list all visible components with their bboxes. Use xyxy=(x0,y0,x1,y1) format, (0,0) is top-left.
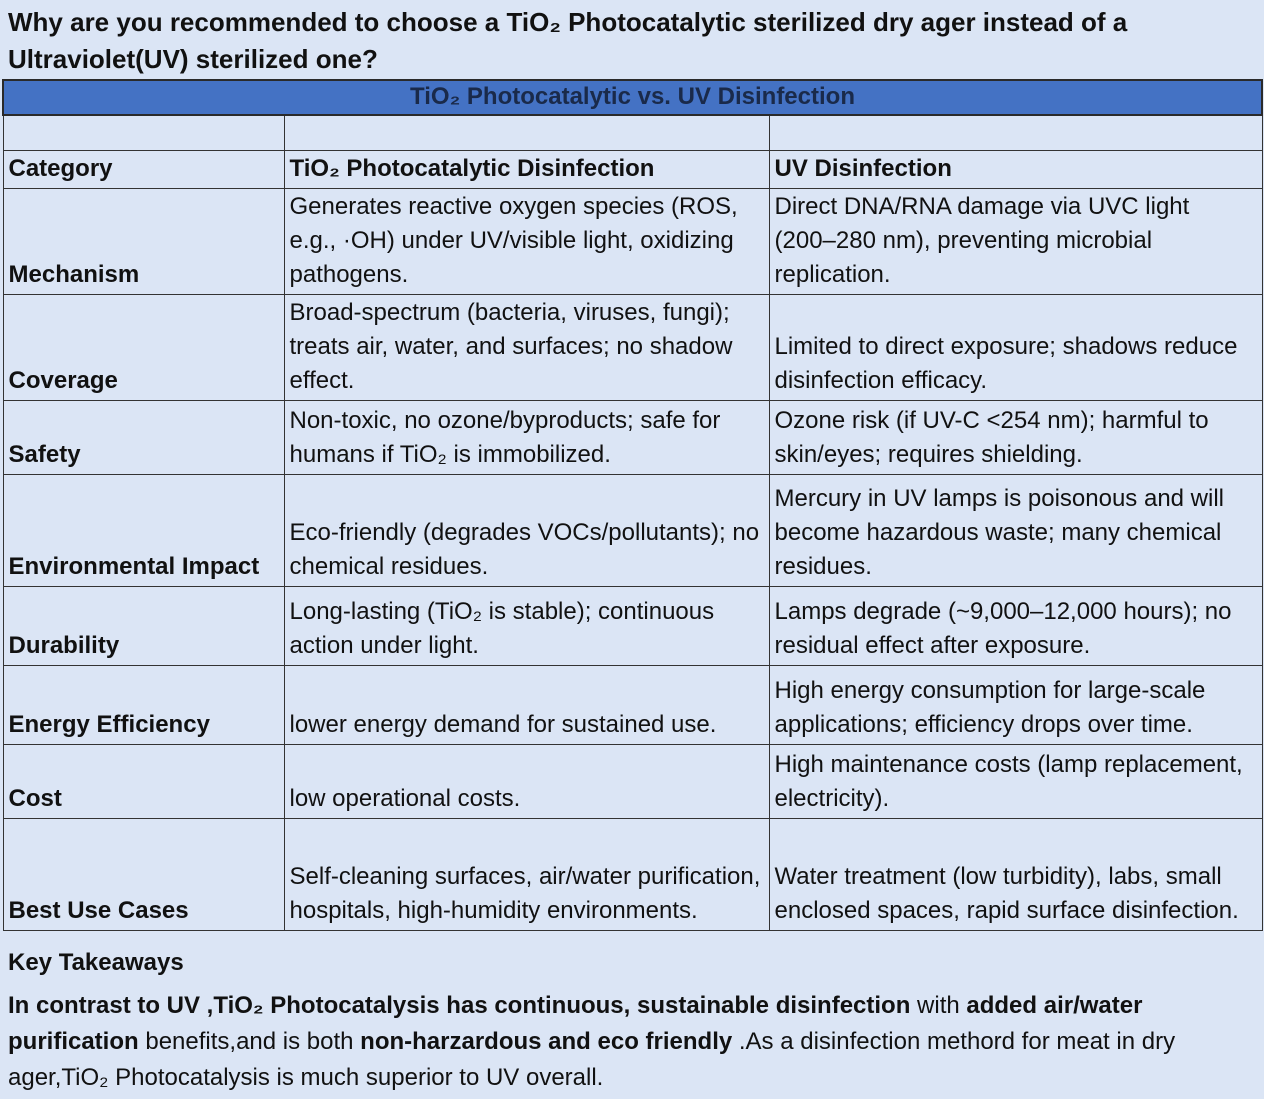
blank-row xyxy=(3,115,1262,150)
table-row xyxy=(3,474,1262,586)
takeaway-bold-text: added air/water purification xyxy=(8,992,1143,1055)
row-uv-cell: High maintenance costs (lamp replacement, electricity). xyxy=(769,744,1262,818)
table-row xyxy=(3,294,1262,400)
row-category: Coverage xyxy=(3,294,284,400)
takeaway-bold-text: In contrast to UV ,TiO₂ Photocatalysis has continuous, sustainable disinfection xyxy=(8,992,911,1019)
row-tio2-cell: Long-lasting (TiO₂ is stable); continuous action under light. xyxy=(284,586,769,665)
row-category: Energy Efficiency xyxy=(3,665,284,744)
table-row xyxy=(3,818,1262,930)
comparison-table xyxy=(2,79,1263,931)
blank-cell xyxy=(3,115,284,150)
row-tio2-cell: low operational costs. xyxy=(284,744,769,818)
table-banner: TiO₂ Photocatalytic vs. UV Disinfection xyxy=(3,80,1262,115)
row-category: Durability xyxy=(3,586,284,665)
takeaway-text: with xyxy=(910,992,967,1019)
table-row xyxy=(3,188,1262,294)
table-banner-row xyxy=(3,80,1262,115)
row-category: Environmental Impact xyxy=(3,474,284,586)
page-title: Why are you recommended to choose a TiO₂ Photocatalytic sterilized dry ager instead of a Ultraviolet(UV) sterilized one? xyxy=(8,7,1128,74)
header-tio2: TiO₂ Photocatalytic Disinfection xyxy=(284,150,769,188)
row-category: Best Use Cases xyxy=(3,818,284,930)
row-tio2-cell: Non-toxic, no ozone/byproducts; safe for humans if TiO₂ is immobilized. xyxy=(284,400,769,474)
row-uv-cell: Direct DNA/RNA damage via UVC light (200–280 nm), preventing microbial replication. xyxy=(769,188,1262,294)
takeaway-bold-text: non-harzardous and eco friendly xyxy=(360,1028,733,1055)
row-uv-cell: Lamps degrade (~9,000–12,000 hours); no residual effect after exposure. xyxy=(769,586,1262,665)
row-uv-cell: High energy consumption for large-scale applications; efficiency drops over time. xyxy=(769,665,1262,744)
key-takeaways xyxy=(8,946,1258,1096)
row-uv-cell: Limited to direct exposure; shadows reduce disinfection efficacy. xyxy=(769,294,1262,400)
blank-cell xyxy=(284,115,769,150)
row-tio2-cell: Generates reactive oxygen species (ROS, e.g., ·OH) under UV/visible light, oxidizing pathogens. xyxy=(284,188,769,294)
row-uv-cell: Ozone risk (if UV-C <254 nm); harmful to skin/eyes; requires shielding. xyxy=(769,400,1262,474)
row-uv-cell: Water treatment (low turbidity), labs, small enclosed spaces, rapid surface disinfection. xyxy=(769,818,1262,930)
table-row xyxy=(3,665,1262,744)
row-uv-cell: Mercury in UV lamps is poisonous and will become hazardous waste; many chemical residues. xyxy=(769,474,1262,586)
takeaway-text: .As a disinfection methord for meat in dry ager,TiO₂ Photocatalysis is much superior to UV overall. xyxy=(8,1028,1176,1091)
header-uv: UV Disinfection xyxy=(769,150,1262,188)
row-tio2-cell: lower energy demand for sustained use. xyxy=(284,665,769,744)
row-category: Mechanism xyxy=(3,188,284,294)
table-row xyxy=(3,586,1262,665)
blank-cell xyxy=(769,115,1262,150)
row-tio2-cell: Eco-friendly (degrades VOCs/pollutants); no chemical residues. xyxy=(284,474,769,586)
row-tio2-cell: Self-cleaning surfaces, air/water purification, hospitals, high-humidity environments. xyxy=(284,818,769,930)
row-tio2-cell: Broad-spectrum (bacteria, viruses, fungi); treats air, water, and surfaces; no shadow effect. xyxy=(284,294,769,400)
table-row xyxy=(3,400,1262,474)
row-category: Safety xyxy=(3,400,284,474)
takeaways-body xyxy=(8,988,1258,1096)
header-category: Category xyxy=(3,150,284,188)
table-row xyxy=(3,744,1262,818)
takeaways-title: Key Takeaways xyxy=(8,949,184,976)
row-category: Cost xyxy=(3,744,284,818)
header-row xyxy=(3,150,1262,188)
takeaway-text: benefits,and is both xyxy=(138,1028,361,1055)
